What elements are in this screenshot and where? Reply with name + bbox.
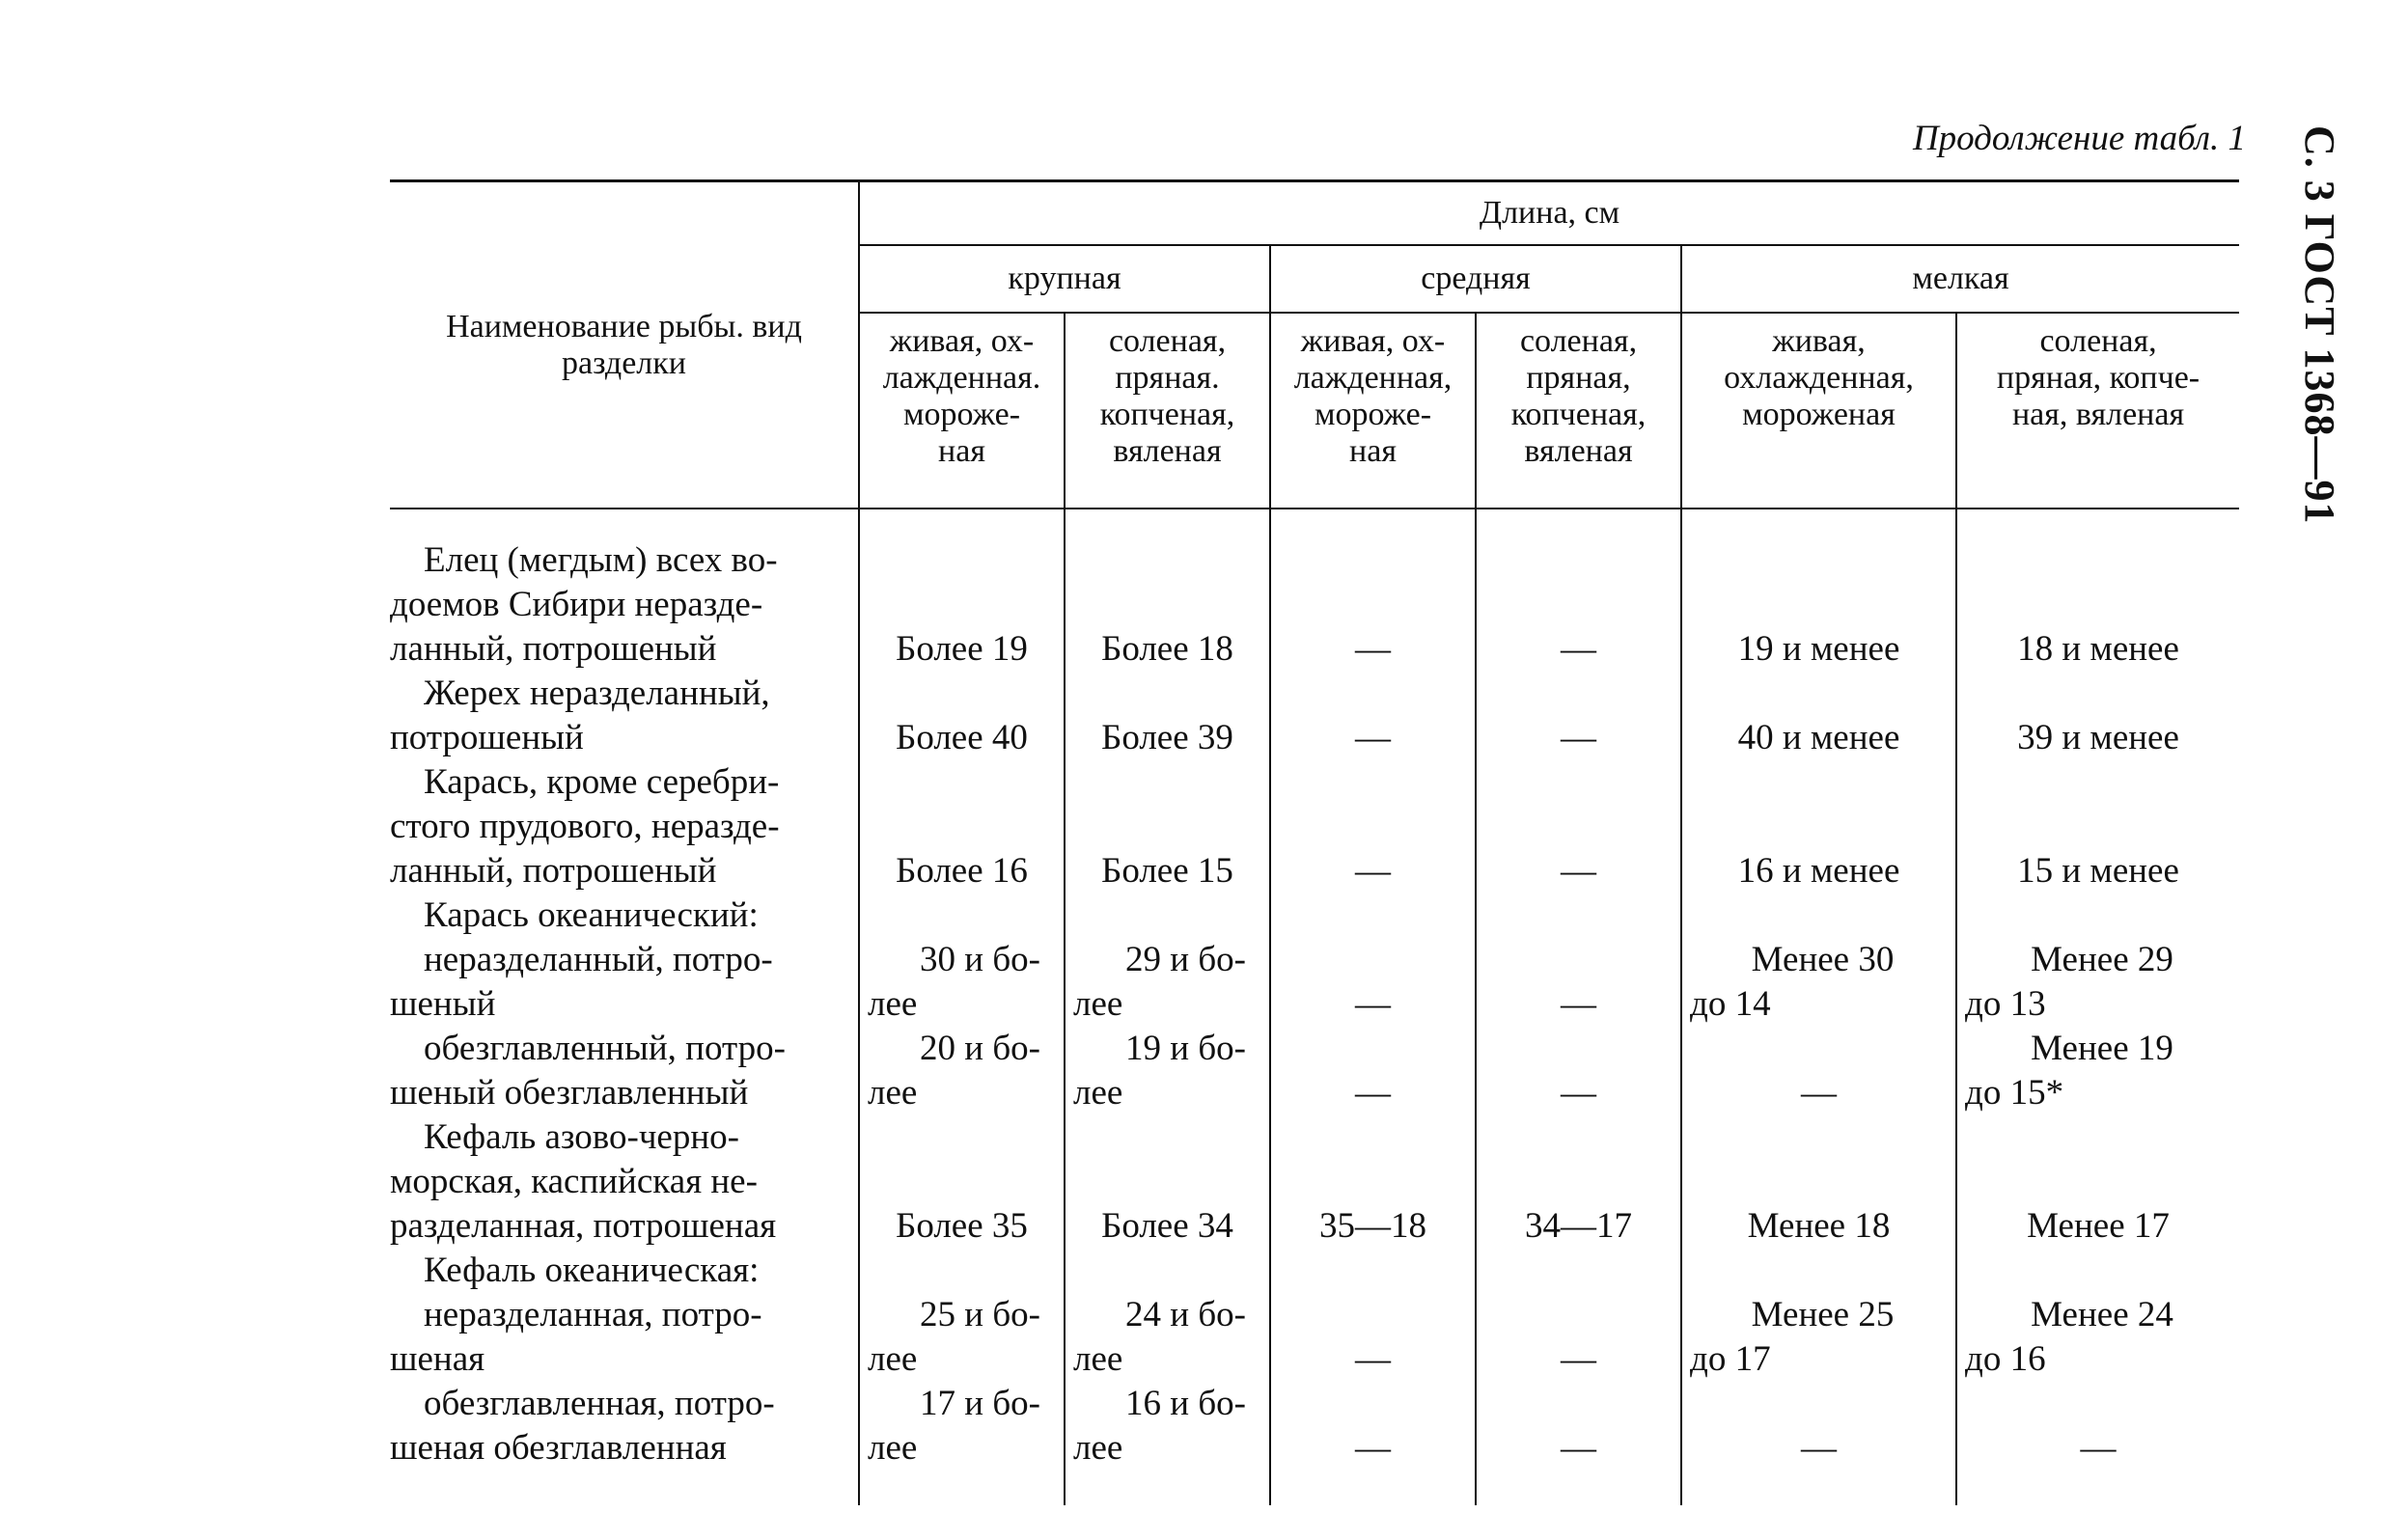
value-cell: —: [1270, 760, 1476, 894]
value-cell: 15 и менее: [1956, 760, 2239, 894]
value-cell: Более 18: [1065, 509, 1270, 672]
value-cell: 16 и менее: [1681, 760, 1956, 894]
value-cell: Менее 30 до 14: [1681, 938, 1956, 1027]
fish-name-cell: обезглавленная, потро- шеная обезглавленная: [390, 1384, 775, 1468]
fish-name-cell: Жерех неразделанный, потрошеный: [390, 674, 770, 757]
subheader-line: соленая,: [1519, 323, 1638, 359]
subheader-2: [1065, 313, 1270, 509]
subheader-line: пряная.: [1115, 360, 1220, 396]
table-row: [390, 894, 2239, 938]
subheader-line: пряная,: [1526, 360, 1631, 396]
subheader-line: ная: [938, 433, 985, 469]
subheader-line: вяленая: [1113, 433, 1222, 469]
value-cell: —: [1476, 1382, 1681, 1505]
value-cell: —: [1270, 672, 1476, 760]
value-cell: 18 и менее: [1956, 509, 2239, 672]
value-cell: Более 40: [859, 672, 1065, 760]
subheader-4: [1476, 313, 1681, 509]
subheader-1: [859, 313, 1065, 509]
value-cell: —: [1270, 509, 1476, 672]
value-cell: [1065, 894, 1270, 938]
subheader-line: ная, вяленая: [2011, 397, 2185, 432]
value-cell: [1681, 1249, 1956, 1293]
subheader-line: ная: [1349, 433, 1397, 469]
subheader-line: лажденная,: [1293, 360, 1453, 396]
subheader-line: охлажденная,: [1724, 360, 1914, 396]
table-row: [390, 1293, 2239, 1382]
value-cell: —: [1270, 1293, 1476, 1382]
value-cell: 19 и бо- лее: [1065, 1027, 1270, 1115]
value-cell: [1956, 1249, 2239, 1293]
value-cell: 40 и менее: [1681, 672, 1956, 760]
length-header: Длина, см: [859, 181, 2239, 246]
fish-name-cell: Карась океанический:: [424, 895, 759, 935]
value-cell: [1270, 894, 1476, 938]
value-cell: 25 и бо- лее: [859, 1293, 1065, 1382]
value-cell: Более 15: [1065, 760, 1270, 894]
value-cell: 34—17: [1476, 1115, 1681, 1249]
fish-name-cell: Карась, кроме серебри- стого прудового, нераздe- ланный, потрошеный: [390, 762, 780, 891]
value-cell: Более 19: [859, 509, 1065, 672]
fish-name-cell: Кефаль океаническая:: [424, 1251, 760, 1290]
value-cell: [859, 1249, 1065, 1293]
subheader-6: [1956, 313, 2239, 509]
value-cell: 16 и бо- лее: [1065, 1382, 1270, 1505]
value-cell: 17 и бо- лее: [859, 1382, 1065, 1505]
value-cell: Более 35: [859, 1115, 1065, 1249]
value-cell: 35—18: [1270, 1115, 1476, 1249]
subheader-line: мороженая: [1742, 397, 1896, 432]
subheader-line: копченая,: [1099, 397, 1235, 432]
value-cell: —: [1681, 1382, 1956, 1505]
value-cell: —: [1270, 1382, 1476, 1505]
fish-name-cell: обезглавленный, потро- шеный обезглавленный: [390, 1029, 786, 1113]
table-row: [390, 1382, 2239, 1505]
fish-name-cell: Кефаль азово-черно- морская, каспийская не- разделанная, потрошеная: [390, 1117, 777, 1246]
value-cell: 29 и бо- лее: [1065, 938, 1270, 1027]
value-cell: —: [1270, 1027, 1476, 1115]
value-cell: 39 и менее: [1956, 672, 2239, 760]
value-cell: [1956, 894, 2239, 938]
value-cell: —: [1956, 1382, 2239, 1505]
table-row: [390, 1027, 2239, 1115]
subheader-line: соленая,: [2039, 323, 2157, 359]
value-cell: Менее 18: [1681, 1115, 1956, 1249]
value-cell: —: [1270, 938, 1476, 1027]
value-cell: 19 и менее: [1681, 509, 1956, 672]
value-cell: —: [1476, 1027, 1681, 1115]
group-header-medium: средняя: [1270, 245, 1681, 313]
value-cell: Более 39: [1065, 672, 1270, 760]
value-cell: 20 и бо- лее: [859, 1027, 1065, 1115]
table-row: [390, 509, 2239, 672]
value-cell: Менее 29 до 13: [1956, 938, 2239, 1027]
value-cell: [1681, 894, 1956, 938]
subheader-3: [1270, 313, 1476, 509]
value-cell: Менее 19 до 15*: [1956, 1027, 2239, 1115]
group-header-small: мелкая: [1681, 245, 2239, 313]
value-cell: —: [1681, 1027, 1956, 1115]
page-label: С. 3 ГОСТ 1368—91: [2296, 125, 2343, 525]
value-cell: —: [1476, 509, 1681, 672]
subheader-line: пряная, копче-: [1996, 360, 2200, 396]
value-cell: —: [1476, 1293, 1681, 1382]
value-cell: Менее 25 до 17: [1681, 1293, 1956, 1382]
table-row: [390, 672, 2239, 760]
value-cell: Менее 17: [1956, 1115, 2239, 1249]
table-row: [390, 1115, 2239, 1249]
value-cell: 30 и бо- лее: [859, 938, 1065, 1027]
value-cell: Более 16: [859, 760, 1065, 894]
subheader-line: живая, ох-: [889, 323, 1035, 359]
value-cell: [859, 894, 1065, 938]
value-cell: —: [1476, 672, 1681, 760]
subheader-5: [1681, 313, 1956, 509]
table-row: [390, 938, 2239, 1027]
value-cell: Более 34: [1065, 1115, 1270, 1249]
fish-length-table: [390, 179, 2239, 1505]
subheader-line: мороже-: [902, 397, 1021, 432]
subheader-line: соленая,: [1108, 323, 1227, 359]
fish-name-cell: неразделанная, потро- шеная: [390, 1295, 762, 1379]
subheader-line: живая, ох-: [1300, 323, 1446, 359]
value-cell: —: [1476, 938, 1681, 1027]
subheader-line: вяленая: [1524, 433, 1633, 469]
value-cell: —: [1476, 760, 1681, 894]
value-cell: [1270, 1249, 1476, 1293]
subheader-line: копченая,: [1510, 397, 1647, 432]
table-row: [390, 1249, 2239, 1293]
value-cell: Менее 24 до 16: [1956, 1293, 2239, 1382]
name-header: Наименование рыбы. вид разделки: [390, 181, 859, 509]
group-header-large: крупная: [859, 245, 1270, 313]
value-cell: [1476, 894, 1681, 938]
value-cell: 24 и бо- лее: [1065, 1293, 1270, 1382]
continuation-label: Продолжение табл. 1: [1912, 119, 2246, 158]
fish-name-cell: неразделанный, потро- шеный: [390, 940, 773, 1024]
subheader-line: мороже-: [1314, 397, 1432, 432]
fish-name-cell: Елец (мегдым) всех во- доемов Сибири нераздe- ланный, потрошеный: [390, 540, 778, 669]
subheader-line: лажденная.: [882, 360, 1041, 396]
value-cell: [1065, 1249, 1270, 1293]
subheader-line: живая,: [1772, 323, 1866, 359]
table-row: [390, 760, 2239, 894]
value-cell: [1476, 1249, 1681, 1293]
